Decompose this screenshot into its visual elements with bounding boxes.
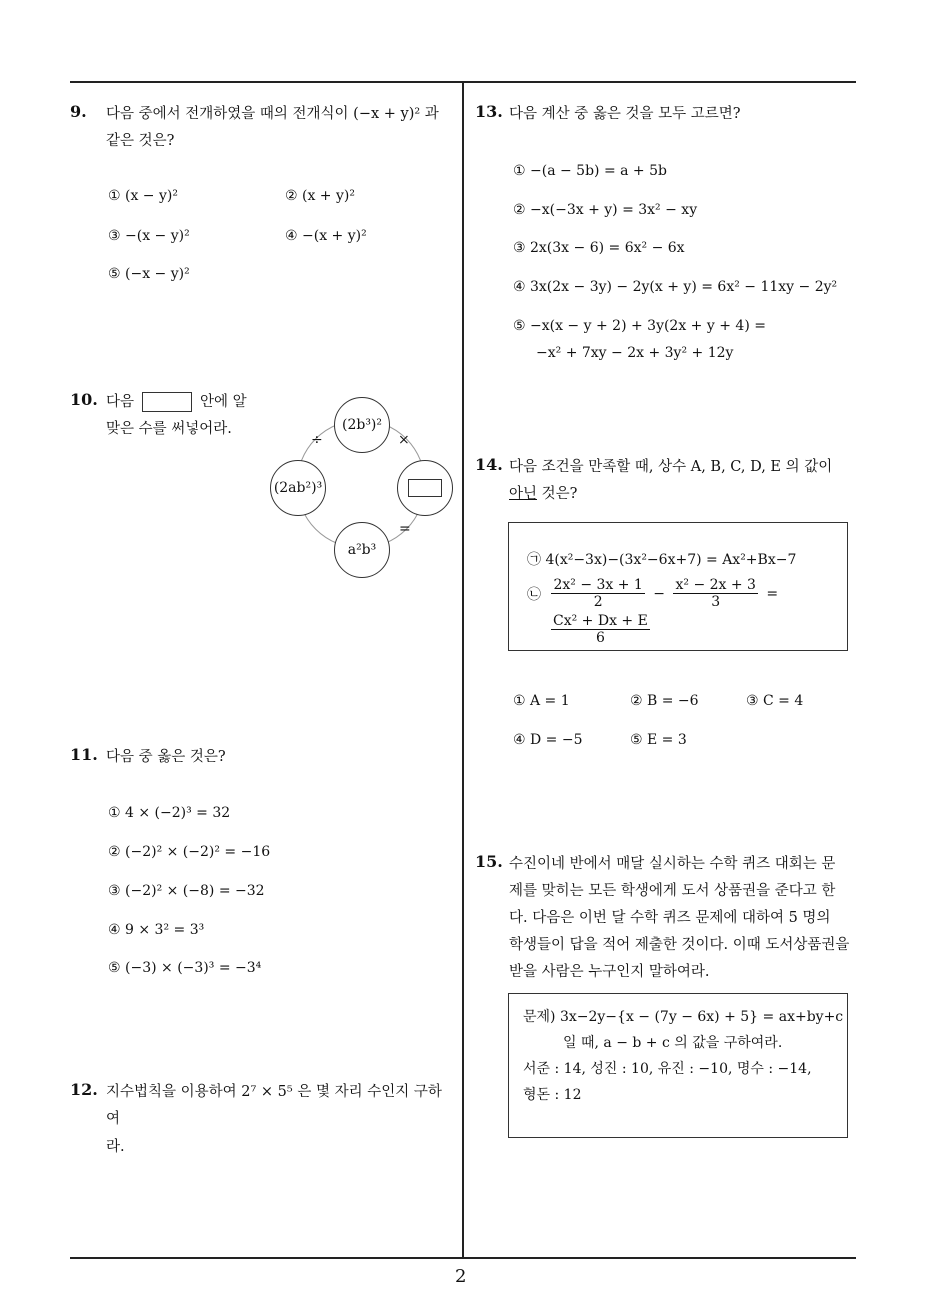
question-text-part1: 다음 (106, 394, 135, 410)
question-text-line4: 학생들이 답을 적어 제출한 것이다. 이때 도서상품권을 (509, 937, 850, 953)
q13-choice-1[interactable]: ① −(a − 5b) = a + 5b (513, 163, 667, 179)
condition-2-mark: ㉡ (527, 586, 541, 603)
q9-choice-2[interactable]: ② (x + y)² (285, 188, 355, 204)
q9-choice-1[interactable]: ① (x − y)² (108, 188, 178, 204)
equals-sign: = (766, 585, 779, 602)
multiply-operator: × (398, 432, 410, 448)
question-text-line1: 다음 중에서 전개하였을 때의 전개식이 (−x + y)² 과 (106, 106, 439, 122)
question-number: 9. (70, 102, 87, 121)
q14-choice-2[interactable]: ② B = −6 (630, 693, 699, 709)
q14-choice-4[interactable]: ④ D = −5 (513, 732, 583, 748)
question-text-line5: 받을 사람은 누구인지 말하여라. (509, 964, 710, 980)
box-line-3: 서준 : 14, 성진 : 10, 유진 : −10, 명수 : −14, (523, 1061, 812, 1077)
q11-choice-5[interactable]: ⑤ (−3) × (−3)³ = −3⁴ (108, 960, 262, 976)
question-text-line3: 다. 다음은 이번 달 수학 퀴즈 문제에 대하여 5 명의 (509, 910, 831, 926)
q11-choice-3[interactable]: ③ (−2)² × (−8) = −32 (108, 883, 265, 899)
underlined-word: 아닌 (509, 486, 538, 502)
question-text-line2: 여라. (106, 1111, 125, 1155)
page-number: 2 (455, 1266, 467, 1287)
answer-blank-box[interactable] (142, 392, 192, 412)
q9-choice-5[interactable]: ⑤ (−x − y)² (108, 266, 190, 282)
question-number: 15. (475, 852, 503, 871)
q15-problem-box (508, 993, 848, 1138)
box-line-2: 일 때, a − b + c 의 값을 구하여라. (563, 1035, 783, 1051)
box-line-1: 문제) 3x−2y−{x − (7y − 6x) + 5} = ax+by+c (523, 1009, 844, 1025)
q11-choice-1[interactable]: ① 4 × (−2)³ = 32 (108, 805, 231, 821)
question-text-line2: 같은 것은? (106, 133, 175, 149)
divide-operator: ÷ (311, 432, 323, 448)
question-text-line1: 지수법칙을 이용하여 2⁷ × 5⁵ 은 몇 자리 수인지 구하 (106, 1084, 442, 1100)
q11-choice-2[interactable]: ② (−2)² × (−2)² = −16 (108, 844, 271, 860)
condition-2 (527, 577, 778, 610)
bottom-rule (70, 1257, 856, 1259)
question-text-rest: 것은? (537, 486, 578, 502)
q13-choice-2[interactable]: ② −x(−3x + y) = 3x² − xy (513, 202, 698, 218)
q14-choice-3[interactable]: ③ C = 4 (746, 693, 804, 709)
column-divider (462, 82, 464, 1258)
diagram-node-right (397, 460, 453, 516)
q14-choice-5[interactable]: ⑤ E = 3 (630, 732, 687, 748)
question-number: 10. (70, 390, 98, 409)
box-line-4: 형돈 : 12 (523, 1087, 582, 1103)
fraction-1: $\frac{\text{2x² − 3x + 1}}{2}$ (553, 577, 643, 610)
q14-condition-box (508, 522, 848, 651)
q11-choice-4[interactable]: ④ 9 × 3² = 3³ (108, 922, 205, 938)
diagram-answer-box[interactable] (408, 479, 442, 497)
diagram-node-bottom: a²b³ (334, 522, 390, 578)
question-text-line1: 수진이네 반에서 매달 실시하는 수학 퀴즈 대회는 문 (509, 856, 836, 872)
question-text: 다음 계산 중 옳은 것을 모두 고르면? (509, 106, 741, 122)
fraction-3: $\frac{\text{Cx² + Dx + E}}{6}$ (553, 613, 648, 646)
q13-choice-4[interactable]: ④ 3x(2x − 3y) − 2y(x + y) = 6x² − 11xy − 2y² (513, 279, 838, 295)
question-text-line2 (509, 480, 577, 508)
question-text-line2: 제를 맞히는 모든 학생에게 도서 상품권을 준다고 한 (509, 883, 836, 899)
question-text: 다음 중 옳은 것은? (106, 749, 226, 765)
q13-choice-5-line2: −x² + 7xy − 2x + 3y² + 12y (536, 345, 734, 361)
q13-choice-3[interactable]: ③ 2x(3x − 6) = 6x² − 6x (513, 240, 685, 256)
q14-choice-1[interactable]: ① A = 1 (513, 693, 570, 709)
question-text-line2: 맞은 수를 써넣어라. (106, 421, 232, 437)
condition-1: ㉠ 4(x²−3x)−(3x²−6x+7) = Ax²+Bx−7 (527, 552, 797, 568)
equals-operator: = (399, 521, 411, 537)
q9-choice-3[interactable]: ③ −(x − y)² (108, 228, 190, 244)
q13-choice-5[interactable]: ⑤ −x(x − y + 2) + 3y(2x + y + 4) = (513, 318, 766, 334)
question-number: 12. (70, 1080, 98, 1099)
minus-sign: − (653, 585, 666, 602)
question-number: 13. (475, 102, 503, 121)
diagram-node-top: (2b³)² (334, 397, 390, 453)
question-text-line1: 다음 조건을 만족할 때, 상수 A, B, C, D, E 의 값이 (509, 459, 833, 475)
question-number: 14. (475, 455, 503, 474)
q9-choice-4[interactable]: ④ −(x + y)² (285, 228, 367, 244)
condition-2-result (551, 613, 650, 646)
diagram-node-left: (2ab²)³ (270, 460, 326, 516)
question-number: 11. (70, 745, 98, 764)
fraction-2: $\frac{\text{x² − 2x + 3}}{3}$ (675, 577, 756, 610)
question-text-part2: 안에 알 (200, 394, 247, 410)
